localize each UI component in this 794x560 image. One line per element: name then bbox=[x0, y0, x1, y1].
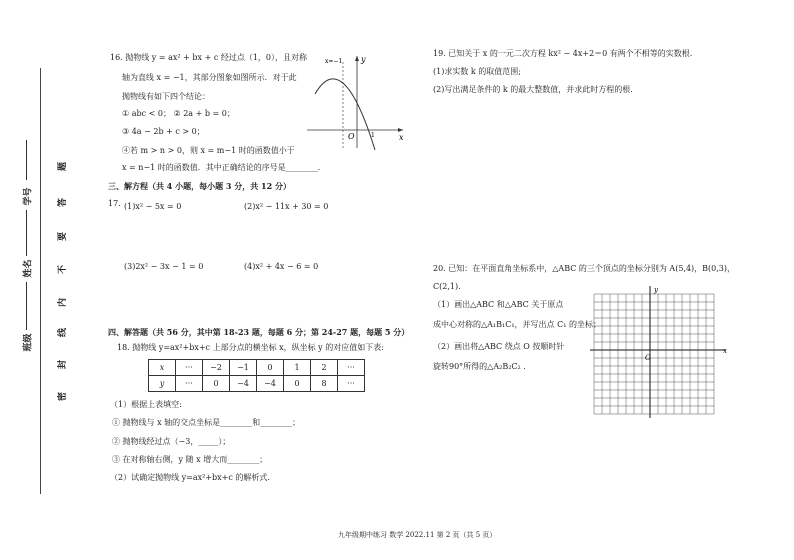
table-cell: 1 bbox=[284, 360, 311, 376]
table-cell: −1 bbox=[230, 360, 257, 376]
q20-coordinate-grid bbox=[590, 284, 730, 420]
table-cell: 8 bbox=[311, 376, 338, 392]
margin-line bbox=[40, 68, 41, 494]
seal-char: 要 bbox=[58, 231, 69, 242]
page-footer: 九年级期中练习 数学 2022.11 第 2 页（共 5 页） bbox=[338, 531, 497, 539]
student-id-underline bbox=[26, 140, 27, 180]
table-cell: 0 bbox=[284, 376, 311, 392]
q16-line: ③ 4a − 2b + c > 0； bbox=[122, 127, 205, 136]
seal-char: 封 bbox=[58, 359, 69, 370]
table-row bbox=[149, 376, 365, 392]
seal-char: 题 bbox=[58, 161, 69, 172]
q20-line: C(2,1). bbox=[433, 282, 461, 291]
q17-eq2: (2)x² − 11x + 30 = 0 bbox=[244, 202, 329, 211]
seal-char: 密 bbox=[58, 391, 69, 402]
q19-line: (1)求实数 k 的取值范围; bbox=[433, 67, 521, 76]
table-cell: ··· bbox=[176, 376, 203, 392]
table-cell: −4 bbox=[257, 376, 284, 392]
q16-axis-label: x=−1 bbox=[325, 58, 343, 65]
table-cell: −4 bbox=[230, 376, 257, 392]
seal-char: 内 bbox=[58, 297, 69, 308]
seal-char: 答 bbox=[58, 197, 69, 208]
q17-eq3: (3)2x² − 3x − 1 = 0 bbox=[124, 262, 204, 271]
section-3-heading: 三、解方程（共 4 小题，每小题 3 分，共 12 分） bbox=[108, 181, 291, 191]
q16-origin: O bbox=[348, 132, 355, 141]
table-row bbox=[149, 360, 365, 376]
q20-y-label: y bbox=[654, 286, 658, 294]
q20-line: 20. 已知：在平面直角坐标系中，△ABC 的三个顶点的坐标分别为 A(5,4)，B(0,3)， bbox=[433, 264, 736, 273]
class-underline bbox=[26, 282, 27, 330]
q16-line: ① abc < 0； ② 2a + b = 0； bbox=[122, 109, 235, 118]
table-cell: 2 bbox=[311, 360, 338, 376]
q20-line: （2）画出将△ABC 绕点 O 按顺时针 bbox=[433, 342, 565, 351]
q20-x-label: x bbox=[723, 347, 727, 355]
q16-line: ④若 m > n > 0，则 x = m−1 时的函数值小于 bbox=[122, 146, 295, 155]
q18-part1a: ① 抛物线与 x 轴的交点坐标是________和________； bbox=[112, 418, 301, 427]
table-cell: ··· bbox=[176, 360, 203, 376]
name-underline bbox=[26, 210, 27, 256]
q17-label: 17. bbox=[108, 199, 121, 208]
q18-part2: （2）试确定抛物线 y=ax²+bx+c 的解析式. bbox=[110, 473, 270, 482]
q20-origin: O bbox=[645, 354, 651, 362]
q16-y-label: y bbox=[361, 55, 366, 64]
table-cell: y bbox=[149, 376, 176, 392]
q16-one-label: 1 bbox=[371, 132, 375, 139]
name-label: 姓名 bbox=[23, 259, 34, 278]
q16-line: 16. 抛物线 y = ax² + bx + c 经过点（1，0），且对称 bbox=[110, 53, 308, 62]
q18-part1: （1）根据上表填空: bbox=[110, 400, 182, 409]
seal-char: 线 bbox=[58, 327, 69, 338]
q17-eq1: (1)x² − 5x = 0 bbox=[124, 202, 182, 211]
table-cell: 0 bbox=[203, 376, 230, 392]
table-cell: 0 bbox=[257, 360, 284, 376]
table-cell: x bbox=[149, 360, 176, 376]
q16-line: x = n−1 时的函数值．其中正确结论的序号是________． bbox=[122, 163, 326, 172]
student-id-label: 学号 bbox=[23, 187, 34, 206]
q20-line: 成中心对称的△A₁B₁C₁，并写出点 C₁ 的坐标； bbox=[433, 320, 601, 329]
q20-line: 旋转90°所得的△A₂B₂C₂ . bbox=[433, 362, 526, 371]
q17-eq4: (4)x² + 4x − 6 = 0 bbox=[244, 262, 319, 271]
section-4-heading: 四、解答题（共 56 分，其中第 18-23 题，每题 6 分；第 24-27 题，每题 5 分） bbox=[108, 327, 410, 337]
q16-x-label: x bbox=[399, 133, 404, 142]
q20-line: （1）画出△ABC 和△ABC 关于原点 bbox=[433, 300, 564, 309]
q19-line: (2)写出满足条件的 k 的最大整数值，并求此时方程的根. bbox=[433, 85, 633, 94]
table-cell: ··· bbox=[338, 376, 365, 392]
q16-line: 抛物线有如下四个结论： bbox=[122, 92, 210, 101]
q19-line: 19. 已知关于 x 的一元二次方程 kx² − 4x+2＝0 有两个不相等的实数根. bbox=[433, 49, 693, 58]
seal-char: 不 bbox=[58, 264, 69, 275]
class-label: 班级 bbox=[23, 333, 34, 352]
table-cell: ··· bbox=[338, 360, 365, 376]
q16-parabola-graph bbox=[303, 52, 407, 152]
q18-value-table bbox=[148, 359, 365, 392]
q18-part1c: ③ 在对称轴右侧，y 随 x 增大而________； bbox=[112, 455, 268, 464]
q18-part1b: ② 抛物线经过点（−3，_____）； bbox=[112, 437, 231, 446]
table-cell: −2 bbox=[203, 360, 230, 376]
q18-intro: 18. 抛物线 y=ax²+bx+c 上部分点的横坐标 x，纵坐标 y 的对应值如下表: bbox=[117, 343, 384, 352]
q16-line: 轴为直线 x = −1，其部分图象如图所示．对于此 bbox=[122, 73, 297, 82]
